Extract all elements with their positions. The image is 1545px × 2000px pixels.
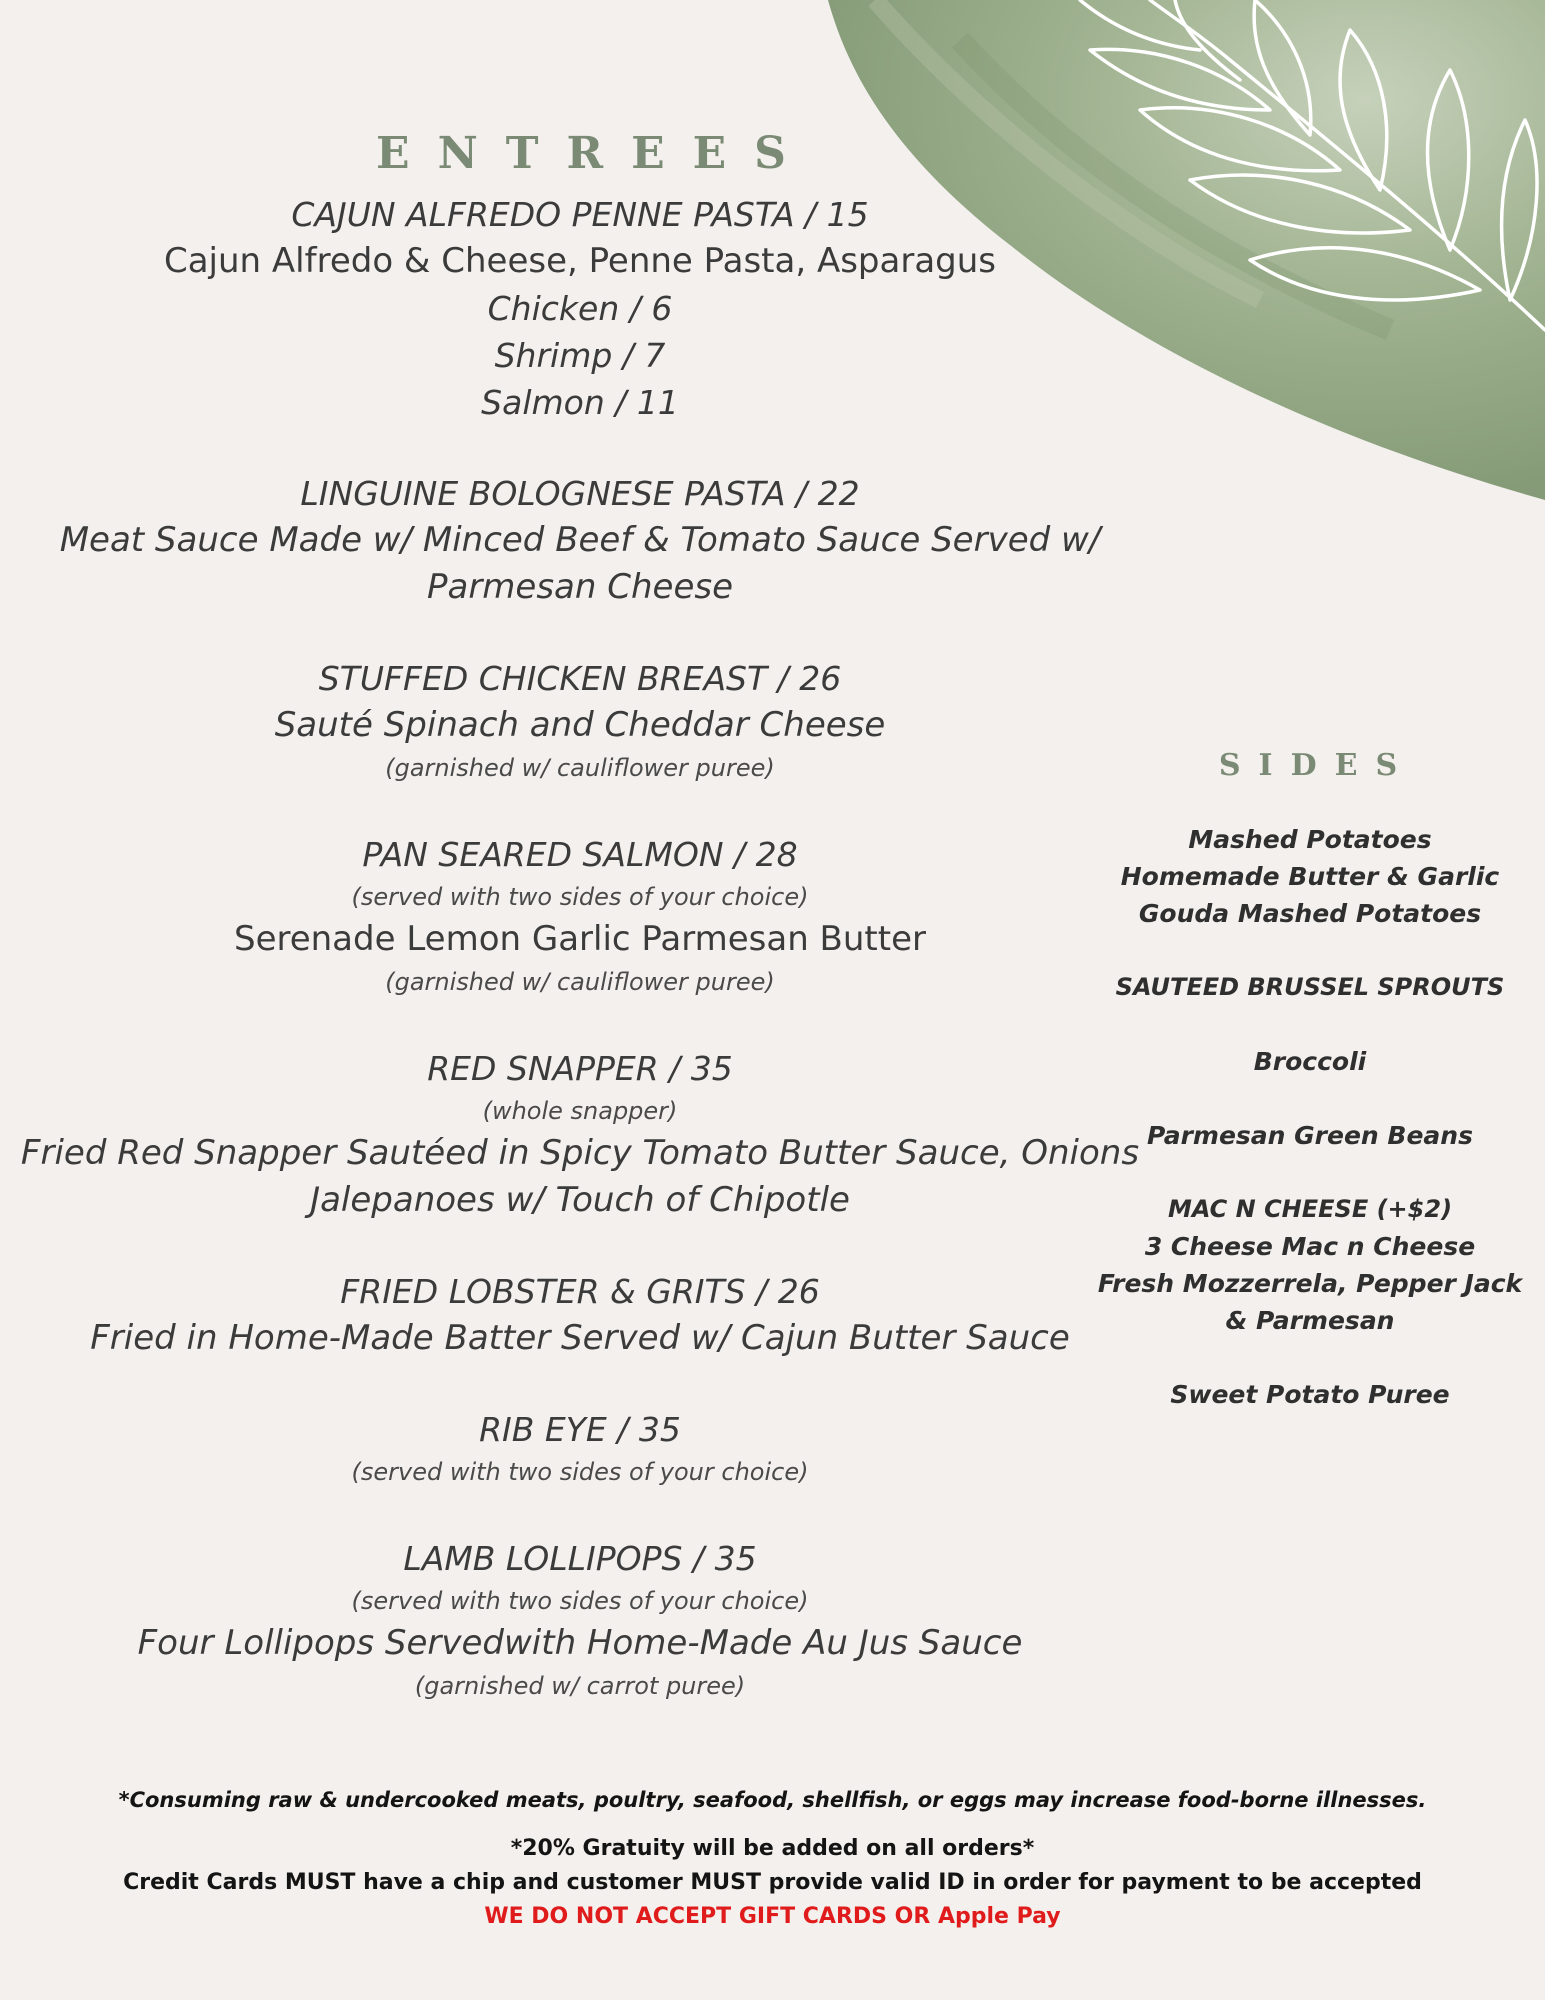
side-item	[1090, 1376, 1530, 1413]
entree-description: Four Lollipops Servedwith Home-Made Au Jus Sauce	[137, 1623, 1023, 1663]
entrees-section	[0, 128, 1160, 1749]
entree-name: STUFFED CHICKEN BREAST / 26	[318, 659, 842, 698]
entree-note: (served with two sides of your choice)	[351, 1458, 809, 1486]
payment-restriction-notice: WE DO NOT ACCEPT GIFT CARDS OR Apple Pay	[484, 1904, 1061, 1929]
side-description: & Parmesan	[1225, 1306, 1395, 1335]
entree-item	[0, 1406, 1160, 1491]
side-name: Mashed Potatoes	[1188, 825, 1432, 854]
side-item	[1090, 1191, 1530, 1339]
side-name: Broccoli	[1253, 1047, 1367, 1076]
entree-description: Meat Sauce Made w/ Minced Beef & Tomato Sauce Served w/ Parmesan Cheese	[59, 520, 1101, 607]
side-name: MAC N CHEESE (+$2)	[1167, 1195, 1453, 1223]
sides-heading: SIDES	[1218, 748, 1416, 783]
entree-name: RIB EYE / 35	[479, 1410, 681, 1449]
side-item	[1090, 821, 1530, 932]
entree-name: FRIED LOBSTER & GRITS / 26	[340, 1272, 820, 1311]
side-description: Homemade Butter & Garlic	[1120, 862, 1500, 891]
entree-description: Sauté Spinach and Cheddar Cheese	[274, 705, 886, 745]
entree-note: (garnished w/ cauliflower puree)	[385, 968, 775, 996]
entree-name: RED SNAPPER / 35	[427, 1049, 733, 1088]
side-name: SAUTEED BRUSSEL SPROUTS	[1115, 973, 1505, 1001]
entrees-heading: ENTREES	[376, 128, 814, 179]
credit-card-policy: Credit Cards MUST have a chip and customer MUST provide valid ID in order for payment to be accepted	[123, 1870, 1422, 1895]
side-description: Gouda Mashed Potatoes	[1138, 899, 1482, 928]
sides-list	[1090, 821, 1530, 1413]
side-name: Sweet Potato Puree	[1170, 1380, 1450, 1409]
entree-item	[0, 1045, 1160, 1224]
entree-description: Fried Red Snapper Sautéed in Spicy Tomato Butter Sauce, Onions	[20, 1133, 1140, 1173]
entree-addon: Chicken / 6	[487, 289, 673, 328]
entree-item	[0, 655, 1160, 787]
entree-description: Fried in Home-Made Batter Served w/ Cajun Butter Sauce	[90, 1318, 1070, 1358]
entree-addon: Shrimp / 7	[494, 336, 666, 375]
entree-description: Serenade Lemon Garlic Parmesan Butter	[233, 919, 926, 959]
entree-item	[0, 191, 1160, 426]
entree-description: Cajun Alfredo & Cheese, Penne Pasta, Asparagus	[163, 241, 997, 281]
entree-note: (garnished w/ cauliflower puree)	[385, 754, 775, 782]
entree-name: LAMB LOLLIPOPS / 35	[403, 1539, 757, 1578]
entree-note: (garnished w/ carrot puree)	[414, 1672, 746, 1700]
entree-name: PAN SEARED SALMON / 28	[362, 835, 798, 874]
side-name: Parmesan Green Beans	[1146, 1121, 1473, 1150]
entree-item	[0, 1535, 1160, 1705]
entree-description: Jalepanoes w/ Touch of Chipotle	[310, 1180, 850, 1220]
menu-footer	[0, 1788, 1545, 1934]
side-item	[1090, 1043, 1530, 1080]
sides-section	[1090, 748, 1530, 1450]
gratuity-notice: *20% Gratuity will be added on all orders*	[510, 1836, 1035, 1861]
entree-item	[0, 470, 1160, 611]
side-description: 3 Cheese Mac n Cheese	[1144, 1232, 1476, 1261]
entree-note: (whole snapper)	[482, 1097, 678, 1125]
side-description: Fresh Mozzerrela, Pepper Jack	[1097, 1269, 1523, 1298]
entree-item	[0, 1268, 1160, 1362]
entree-item	[0, 831, 1160, 1001]
entree-name: LINGUINE BOLOGNESE PASTA / 22	[300, 474, 860, 513]
side-item	[1090, 1117, 1530, 1154]
side-item	[1090, 969, 1530, 1006]
entree-note: (served with two sides of your choice)	[351, 1587, 809, 1615]
entree-note: (served with two sides of your choice)	[351, 883, 809, 911]
entree-list	[0, 191, 1160, 1705]
entree-name: CAJUN ALFREDO PENNE PASTA / 15	[291, 195, 869, 234]
food-safety-disclaimer: *Consuming raw & undercooked meats, poultry, seafood, shellfish, or eggs may increase food-borne illnesses.	[118, 1788, 1427, 1812]
entree-addon: Salmon / 11	[481, 383, 679, 422]
